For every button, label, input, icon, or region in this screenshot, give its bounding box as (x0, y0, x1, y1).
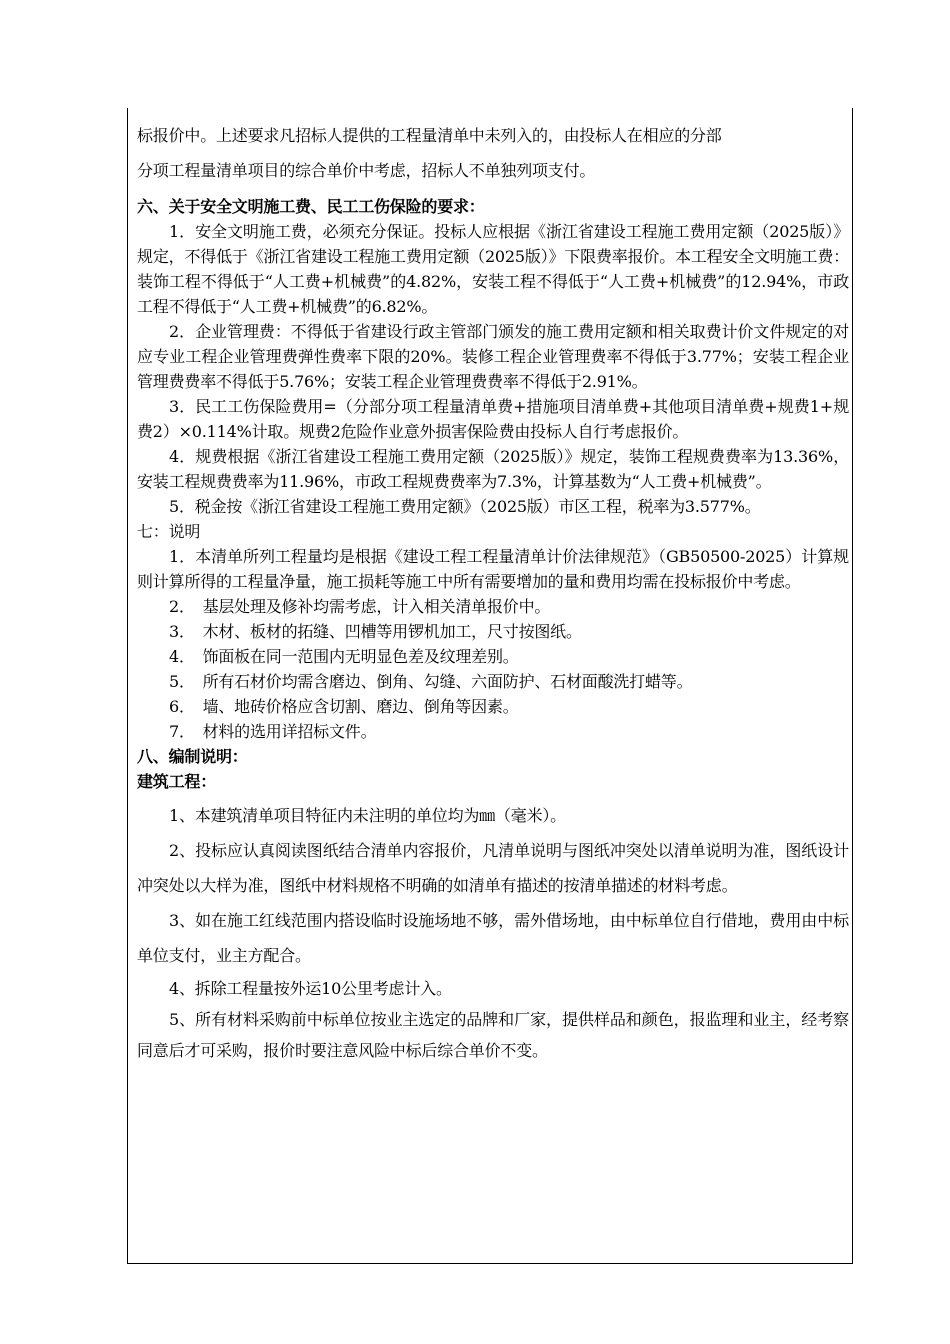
section-7-item-6: 6． 墙、地砖价格应含切割、磨边、倒角等因素。 (169, 697, 519, 716)
section-6-item-5: 5．税金按《浙江省建设工程施工费用定额》（2025版）市区工程，税率为3.577%。 (169, 497, 761, 516)
section-6-item-2: 2．企业管理费：不得低于省建设行政主管部门颁发的施工费用定额和相关取费计价文件规定的对应专业工程企业管理费弹性费率下限的20%。装修工程企业管理费率不得低于3.77%；安装工程企业管理费费率不得低于5.76%；安装工程企业管理费费率不得低于2.91%。 (137, 322, 849, 391)
intro-paragraph-line2: 分项工程量清单项目的综合单价中考虑，招标人不单独列项支付。 (137, 161, 596, 180)
section-7-item-5: 5． 所有石材价均需含磨边、倒角、勾缝、六面防护、石材面酸洗打蜡等。 (169, 672, 693, 691)
section-7-item-2: 2． 基层处理及修补均需考虑，计入相关清单报价中。 (169, 597, 551, 616)
section-8-item-3: 3、如在施工红线范围内搭设临时设施场地不够，需外借场地，由中标单位自行借地，费用由中标单位支付，业主方配合。 (137, 911, 849, 965)
section-6-item-3: 3．民工工伤保险费用=（分部分项工程量清单费+措施项目清单费+其他项目清单费+规费1+规费2）×0.114%计取。规费2危险作业意外损害保险费由投标人自行考虑报价。 (137, 397, 849, 441)
section-6-heading: 六、关于安全文明施工费、民工工伤保险的要求： (137, 197, 485, 216)
section-8-item-5: 5、所有材料采购前中标单位按业主选定的品牌和厂家，提供样品和颜色，报监理和业主，经考察同意后才可采购，报价时要注意风险中标后综合单价不变。 (137, 1010, 849, 1060)
section-8-item-4: 4、拆除工程量按外运10公里考虑计入。 (169, 979, 452, 998)
intro-paragraph-line1: 标报价中。上述要求凡招标人提供的工程量清单中未列入的，由投标人在相应的分部 (137, 126, 722, 145)
section-7-item-3: 3． 木材、板材的拓缝、凹槽等用锣机加工，尺寸按图纸。 (169, 622, 582, 641)
section-7-item-4: 4． 饰面板在同一范围内无明显色差及纹理差别。 (169, 647, 519, 666)
section-6-item-4: 4．规费根据《浙江省建设工程施工费用定额（2025版）》规定，装饰工程规费费率为13.36%，安装工程规费费率为11.96%，市政工程规费费率为7.3%，计算基数为“人工费+机械费”。 (137, 447, 849, 491)
section-8-item-1: 1、本建筑清单项目特征内未注明的单位均为㎜（毫米）。 (169, 806, 566, 825)
section-8-subheading: 建筑工程： (137, 772, 217, 791)
section-7-item-7: 7． 材料的选用详招标文件。 (169, 722, 377, 741)
section-7-item-1: 1．本清单所列工程量均是根据《建设工程工程量清单计价法律规范》（GB50500-2025）计算规则计算所得的工程量净量，施工损耗等施工中所有需要增加的量和费用均需在投标报价中考虑。 (137, 547, 849, 591)
section-7-heading: 七：说明 (137, 522, 201, 541)
section-8-item-2: 2、投标应认真阅读图纸结合清单内容报价，凡清单说明与图纸冲突处以清单说明为准，图纸设计冲突处以大样为准，图纸中材料规格不明确的如清单有描述的按清单描述的材料考虑。 (137, 841, 849, 895)
section-8-heading: 八、编制说明： (137, 747, 248, 766)
section-6-item-1: 1．安全文明施工费，必须充分保证。投标人应根据《浙江省建设工程施工费用定额（2025版）》规定，不得低于《浙江省建设工程施工费用定额（2025版）》下限费率报价。本工程安全文明施工费：装饰工程不得低于“人工费+机械费”的4.82%，安装工程不得低于“人工费+机械费”的12.94%，市政工程不得低于“人工费+机械费”的6.82%。 (137, 222, 849, 316)
document-body (137, 118, 849, 1066)
